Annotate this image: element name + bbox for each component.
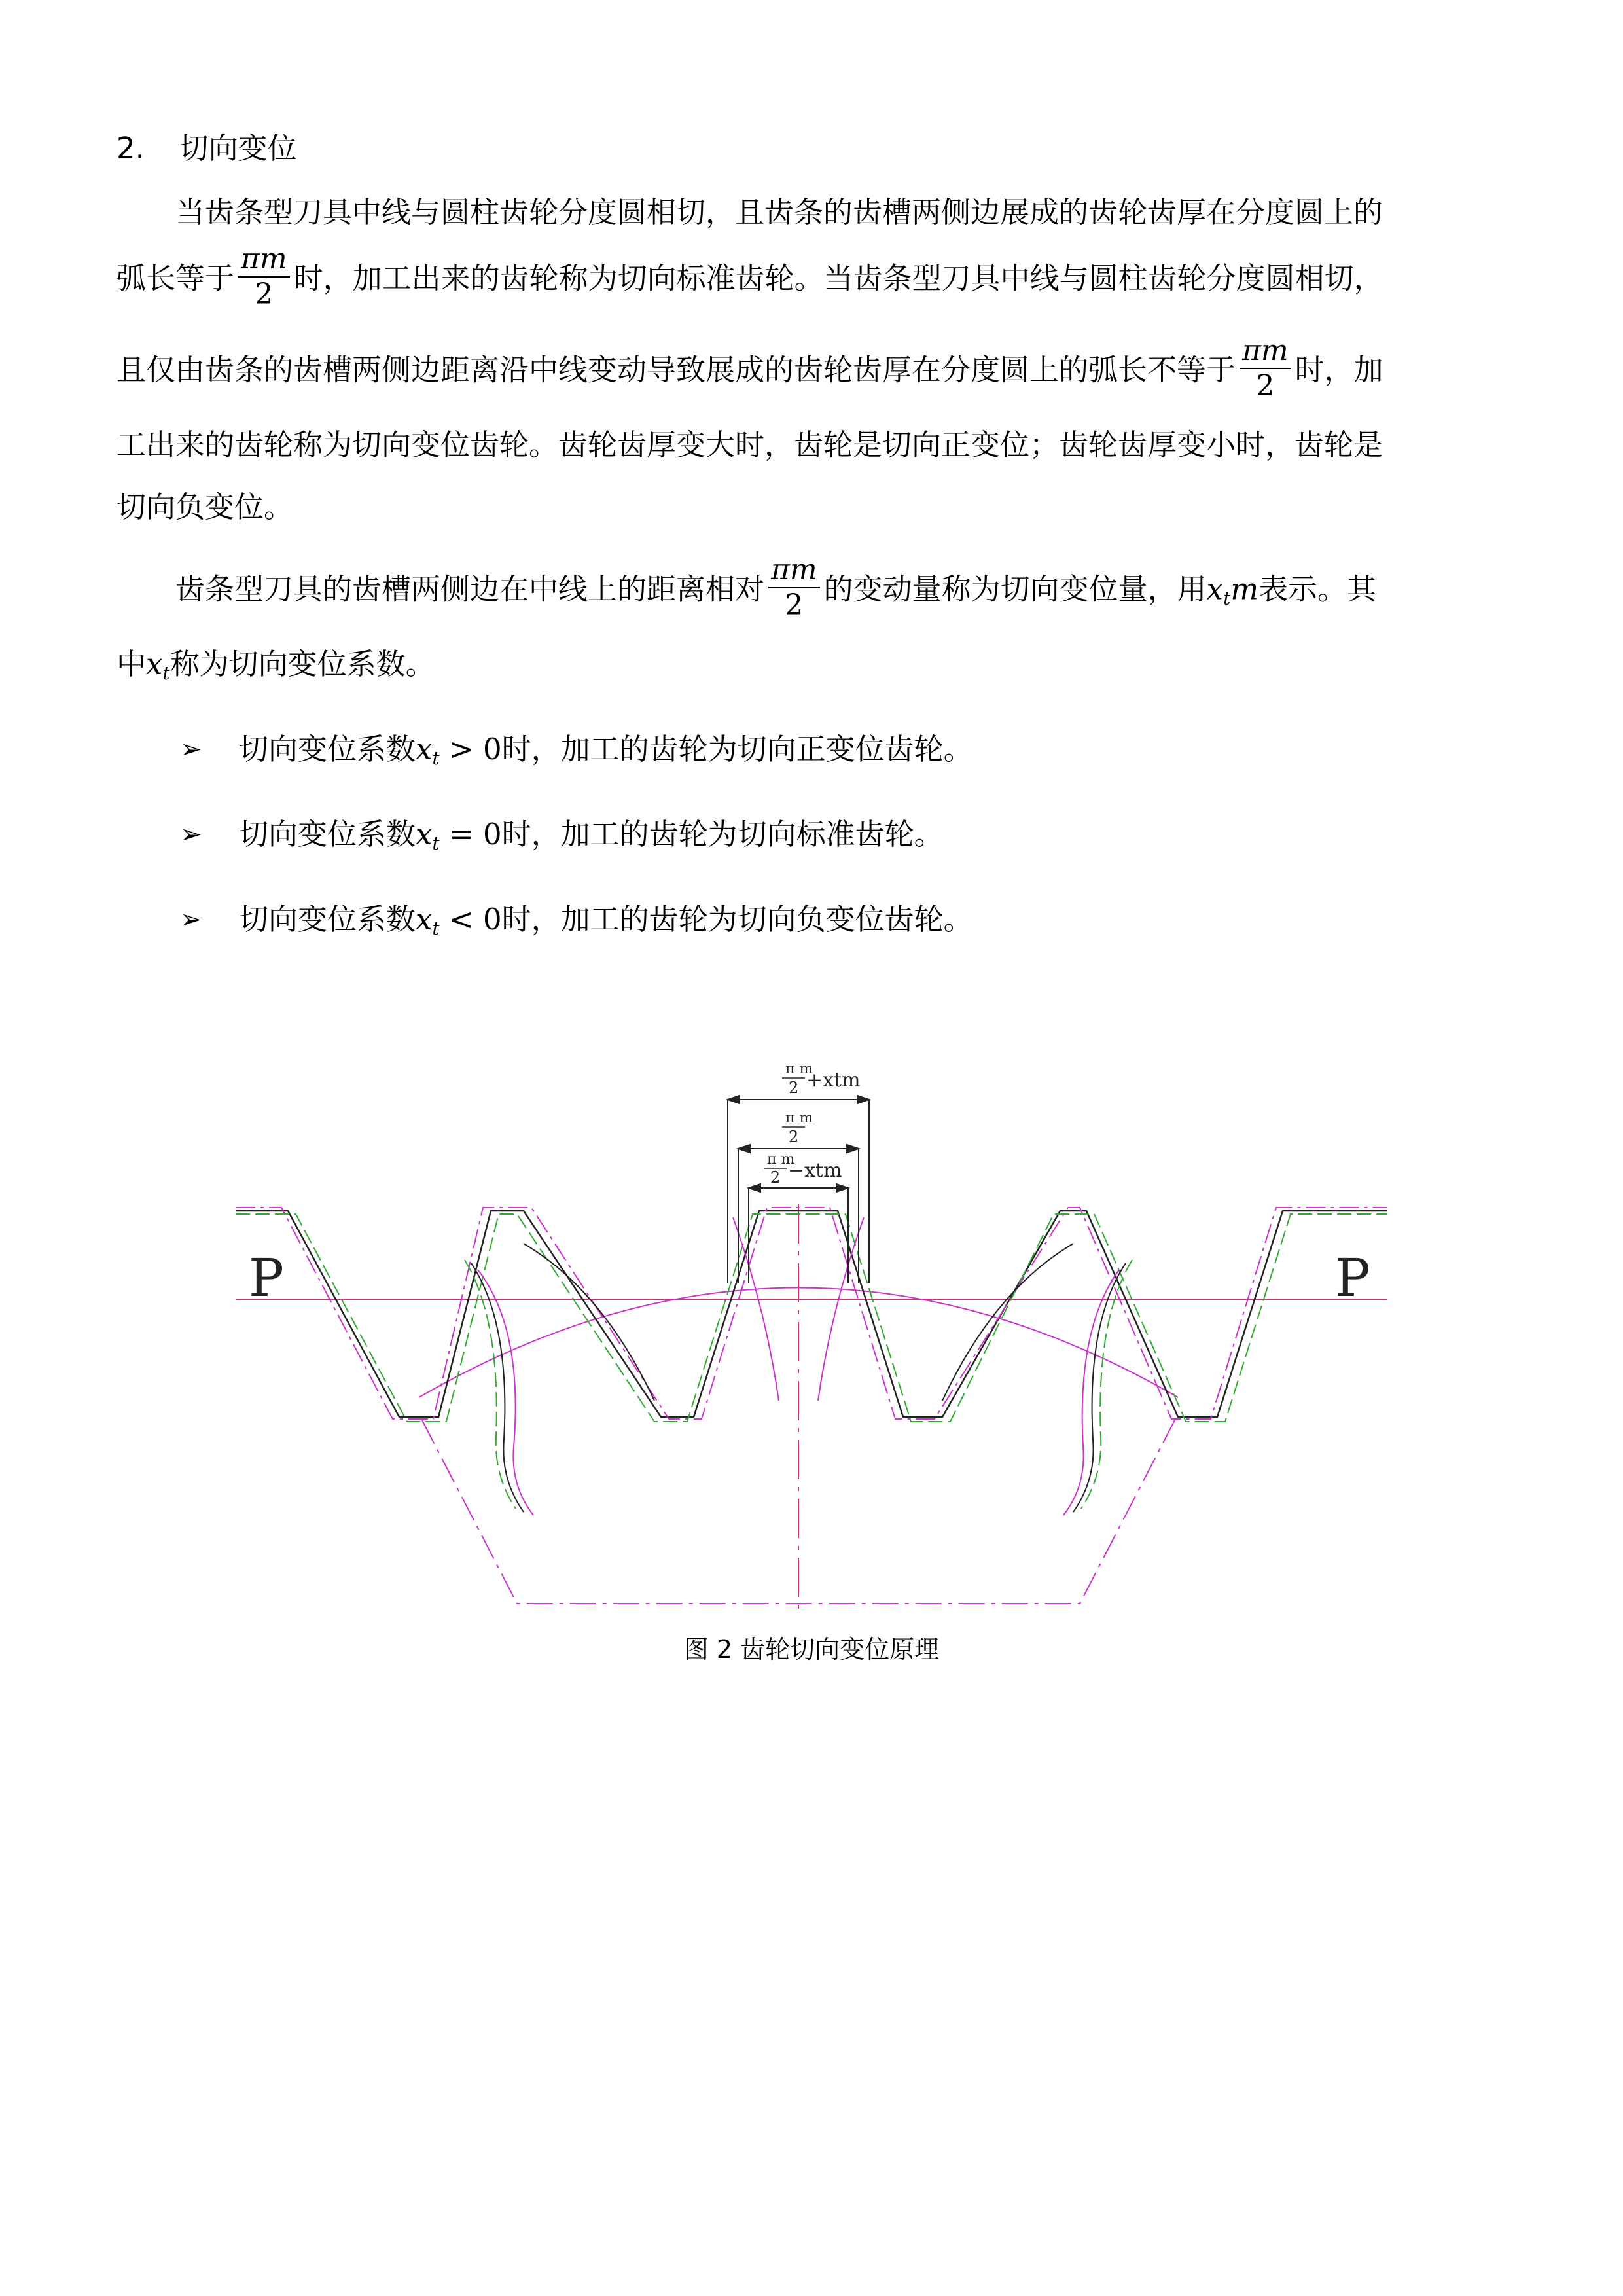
dim-bot-den: 2 [770,1168,781,1187]
para2-text: 称为切向变位系数。 [169,647,435,681]
para2-line2 [116,641,435,696]
gear-tooth-center-left [733,1217,779,1401]
para2-text: 中 [116,647,147,681]
para1-text: 且仅由齿条的齿槽两侧边距离沿中线变动导致展成的齿轮齿厚在分度圆上的弧长不等于 [116,352,1236,387]
para1-text: 时，加工出来的齿轮称为切向标准齿轮。当齿条型刀具中线与圆柱齿轮分度圆相切， [293,260,1383,296]
section-heading [116,126,297,171]
gear-flank-right-magenta [1063,1270,1119,1515]
var-x: x [1206,571,1224,607]
para1-text: 弧长等于 [116,260,235,296]
dim-bot-num: π m [767,1151,795,1168]
dim-labels [764,1061,861,1187]
var-m: m [1230,571,1258,607]
fraction-pi-m-over-2: $\frac{\pi m}{2}$ [1240,336,1291,401]
dim-mid-num: π m [785,1110,813,1126]
fraction-pi-m-over-2: $\frac{\pi m}{2}$ [238,245,290,309]
para1-line3 [116,334,1383,404]
gear-tangential-modification-figure [236,982,1387,1636]
para1-line1: 当齿条型刀具中线与圆柱齿轮分度圆相切，且齿条的齿槽两侧边展成的齿轮齿厚在分度圆上的 [175,195,1383,230]
sub-t: t [1223,587,1231,609]
bullet-marker: ➢ [180,734,202,764]
para2-text: 的变动量称为切向变位量，用 [823,571,1207,607]
sub-t: t [162,662,170,684]
gear-flank-left-magenta [478,1270,533,1515]
gear-flank-left-green [465,1260,516,1509]
para1-text: 时，加 [1294,352,1383,387]
para1-line2 [116,242,1383,313]
gear-flank-right [1073,1263,1126,1512]
para1-line5: 切向负变位。 [116,490,294,524]
section-title: 切向变位 [179,131,297,166]
gear-flank-left [471,1263,524,1512]
dim-top-den: 2 [789,1079,799,1097]
pitch-label-left: P [249,1247,284,1308]
section-number: 2. [116,131,145,166]
dim-mid-den: 2 [789,1128,799,1146]
gear-tooth-center-right [818,1217,864,1401]
rack-profile-green [236,1214,1387,1422]
para2-text: 齿条型刀具的齿槽两侧边在中线上的距离相对 [175,571,765,607]
bullet-item: 切向变位系数$x_t < 0$时，加工的齿轮为切向负变位齿轮。 [239,902,973,939]
para2-text: 表示。其 [1258,571,1377,607]
rack-profile-black [236,1211,1387,1417]
bullet-item: 切向变位系数$x_t > 0$时，加工的齿轮为切向正变位齿轮。 [239,732,973,769]
para2-line1 [175,553,1377,624]
rack-profile-magenta [236,1208,1387,1419]
dim-top-num: π m [785,1061,813,1077]
gear-flank-inner-right [942,1244,1073,1401]
pitch-label-right: P [1335,1247,1370,1308]
bullet-marker: ➢ [180,819,202,850]
fraction-pi-m-over-2: $\frac{\pi m}{2}$ [768,556,820,620]
bullet-item: 切向变位系数$x_t = 0$时，加工的齿轮为切向标准齿轮。 [239,817,944,854]
dim-top-suffix: +xtm [806,1069,861,1092]
para1-line4: 工出来的齿轮称为切向变位齿轮。齿轮齿厚变大时，齿轮是切向正变位；齿轮齿厚变小时，齿轮是 [116,427,1383,462]
dim-bot-suffix: −xtm [788,1159,842,1182]
var-x: x [146,647,163,681]
bullet-marker: ➢ [180,905,202,935]
figure-caption: 图 2 齿轮切向变位原理 [683,1635,940,1664]
